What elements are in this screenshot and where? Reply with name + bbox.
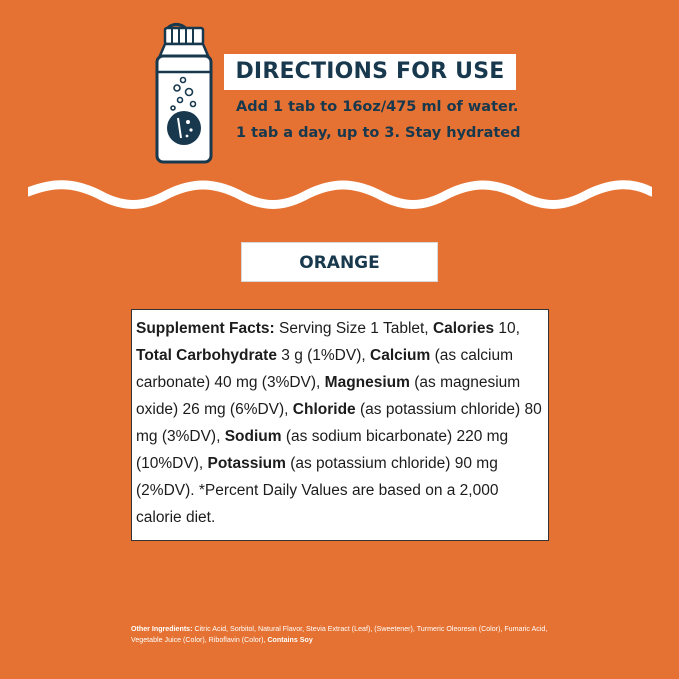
wave-divider (28, 172, 652, 224)
magnesium-label: Magnesium (324, 374, 410, 391)
directions-line-1: Add 1 tab to 16oz/475 ml of water. (236, 99, 519, 115)
carb-label: Total Carbohydrate (136, 347, 277, 364)
supplement-facts-box (131, 309, 549, 541)
chloride-value: (as potassium chloride) 80 mg (3%DV), (136, 401, 542, 445)
other-ingredients (131, 624, 551, 646)
carb-value: 3 g (1%DV), (281, 347, 366, 364)
calcium-label: Calcium (370, 347, 431, 364)
other-ingredients-list: Citric Acid, Sorbitol, Natural Flavor, Stevia Extract (Leaf), (Sweetener), Turmeric Oleoresin (Color), Fumaric Acid, Vegetable Juice (Color), Riboflavin (Color), (131, 625, 548, 644)
serving-size: Serving Size 1 Tablet, (278, 320, 429, 337)
calories-label: Calories (432, 320, 495, 337)
calcium-value: (as calcium carbonate) 40 mg (3%DV), (136, 347, 514, 391)
facts-heading: Supplement Facts: (136, 320, 275, 337)
contains-allergen: Contains Soy (267, 636, 313, 644)
sodium-value: (as sodium bicarbonate) 220 mg (10%DV), (136, 428, 509, 472)
other-ingredients-label: Other Ingredients: (131, 625, 193, 633)
calories-value: 10, (498, 320, 520, 337)
facts-footnote: *Percent Daily Values are based on a 2,000 calorie diet. (136, 482, 499, 526)
magnesium-value: (as magnesium oxide) 26 mg (6%DV), (136, 374, 521, 418)
sodium-label: Sodium (224, 428, 282, 445)
water-bottle-icon (153, 20, 215, 165)
potassium-value: (as potassium chloride) 90 mg (2%DV). (136, 455, 498, 499)
chloride-label: Chloride (292, 401, 356, 418)
directions-title: DIRECTIONS FOR USE (224, 54, 516, 90)
directions-line-2: 1 tab a day, up to 3. Stay hydrated (236, 125, 521, 141)
potassium-label: Potassium (207, 455, 286, 472)
flavor-badge: ORANGE (241, 242, 438, 282)
